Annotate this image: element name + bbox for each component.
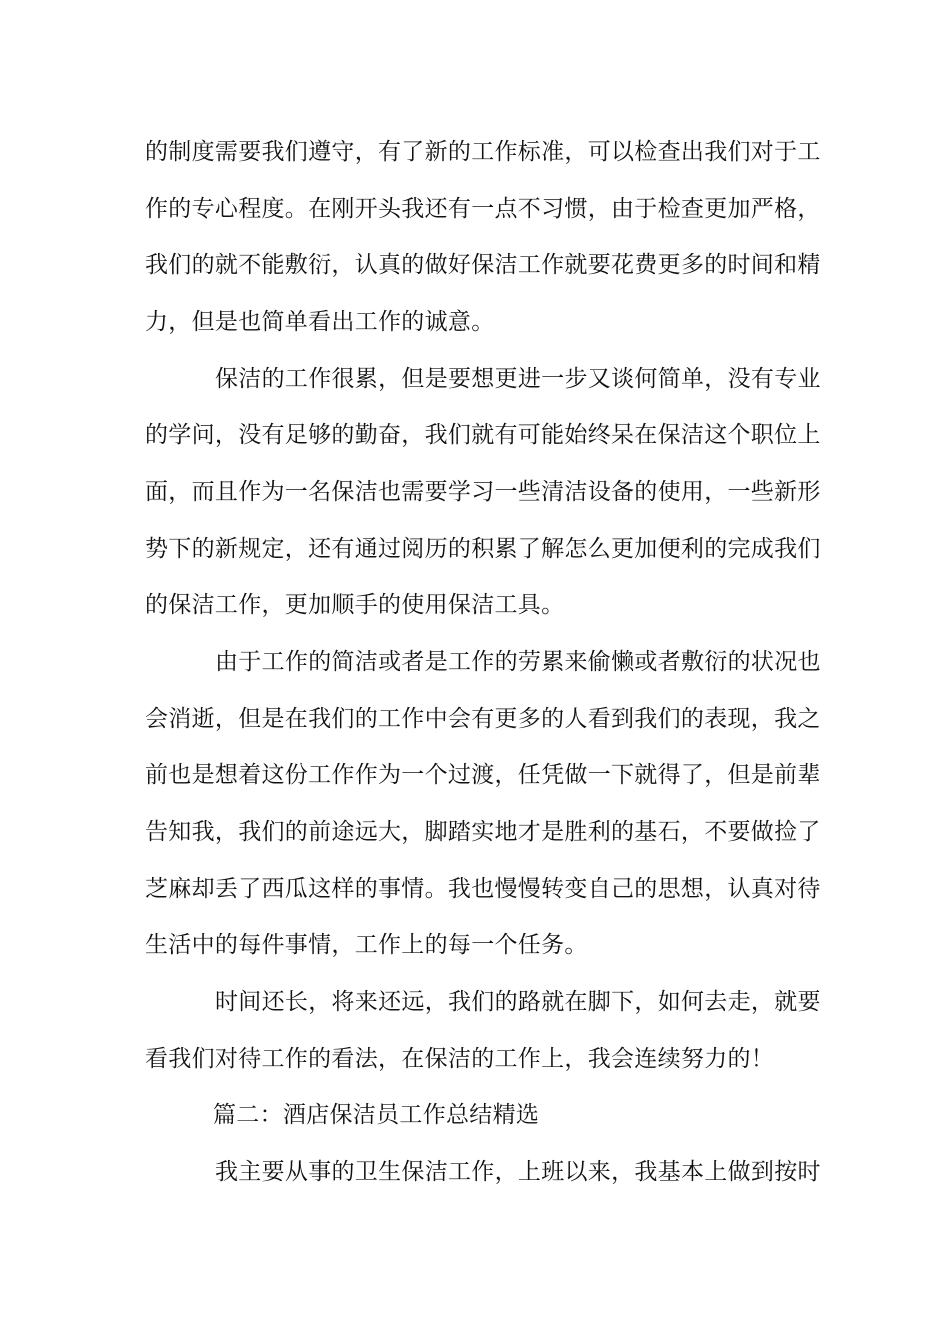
text-line-8: 势下的新规定，还有通过阅历的积累了解怎么更加便利的完成我们 xyxy=(145,536,821,562)
text-line-4: 力，但是也简单看出工作的诚意。 xyxy=(145,309,495,335)
text-line-1: 的制度需要我们遵守，有了新的工作标准，可以检查出我们对于工 xyxy=(145,139,821,165)
text-line-11: 会消逝，但是在我们的工作中会有更多的人看到我们的表现，我之 xyxy=(145,706,821,732)
text-line-7: 面，而且作为一名保洁也需要学习一些清洁设备的使用，一些新形 xyxy=(145,479,821,505)
section-heading: 篇二：酒店保洁员工作总结精选 xyxy=(213,1102,540,1128)
text-line-15: 生活中的每件事情，工作上的每一个任务。 xyxy=(145,932,588,958)
text-line-2: 作的专心程度。在刚开头我还有一点不习惯，由于检查更加严格， xyxy=(145,196,821,222)
paragraph-4-line-1: 时间还长，将来还远，我们的路就在脚下，如何去走，就要 xyxy=(215,989,821,1015)
paragraph-3-line-1: 由于工作的简洁或者是工作的劳累来偷懒或者敷衍的状况也 xyxy=(215,649,821,675)
paragraph-2-line-1: 保洁的工作很累，但是要想更进一步又谈何简单，没有专业 xyxy=(215,366,821,392)
text-line-13: 告知我，我们的前途远大，脚踏实地才是胜利的基石，不要做捡了 xyxy=(145,819,821,845)
text-line-17: 看我们对待工作的看法，在保洁的工作上，我会连续努力的！ xyxy=(145,1046,775,1072)
text-line-14: 芝麻却丢了西瓜这样的事情。我也慢慢转变自己的思想，认真对待 xyxy=(145,876,821,902)
text-line-6: 的学问，没有足够的勤奋，我们就有可能始终呆在保洁这个职位上 xyxy=(145,422,821,448)
text-line-9: 的保洁工作，更加顺手的使用保洁工具。 xyxy=(145,592,565,618)
text-line-12: 前也是想着这份工作作为一个过渡，任凭做一下就得了，但是前辈 xyxy=(145,762,821,788)
text-line-3: 我们的就不能敷衍，认真的做好保洁工作就要花费更多的时间和精 xyxy=(145,252,821,278)
paragraph-5-line-1: 我主要从事的卫生保洁工作，上班以来，我基本上做到按时 xyxy=(215,1159,821,1185)
